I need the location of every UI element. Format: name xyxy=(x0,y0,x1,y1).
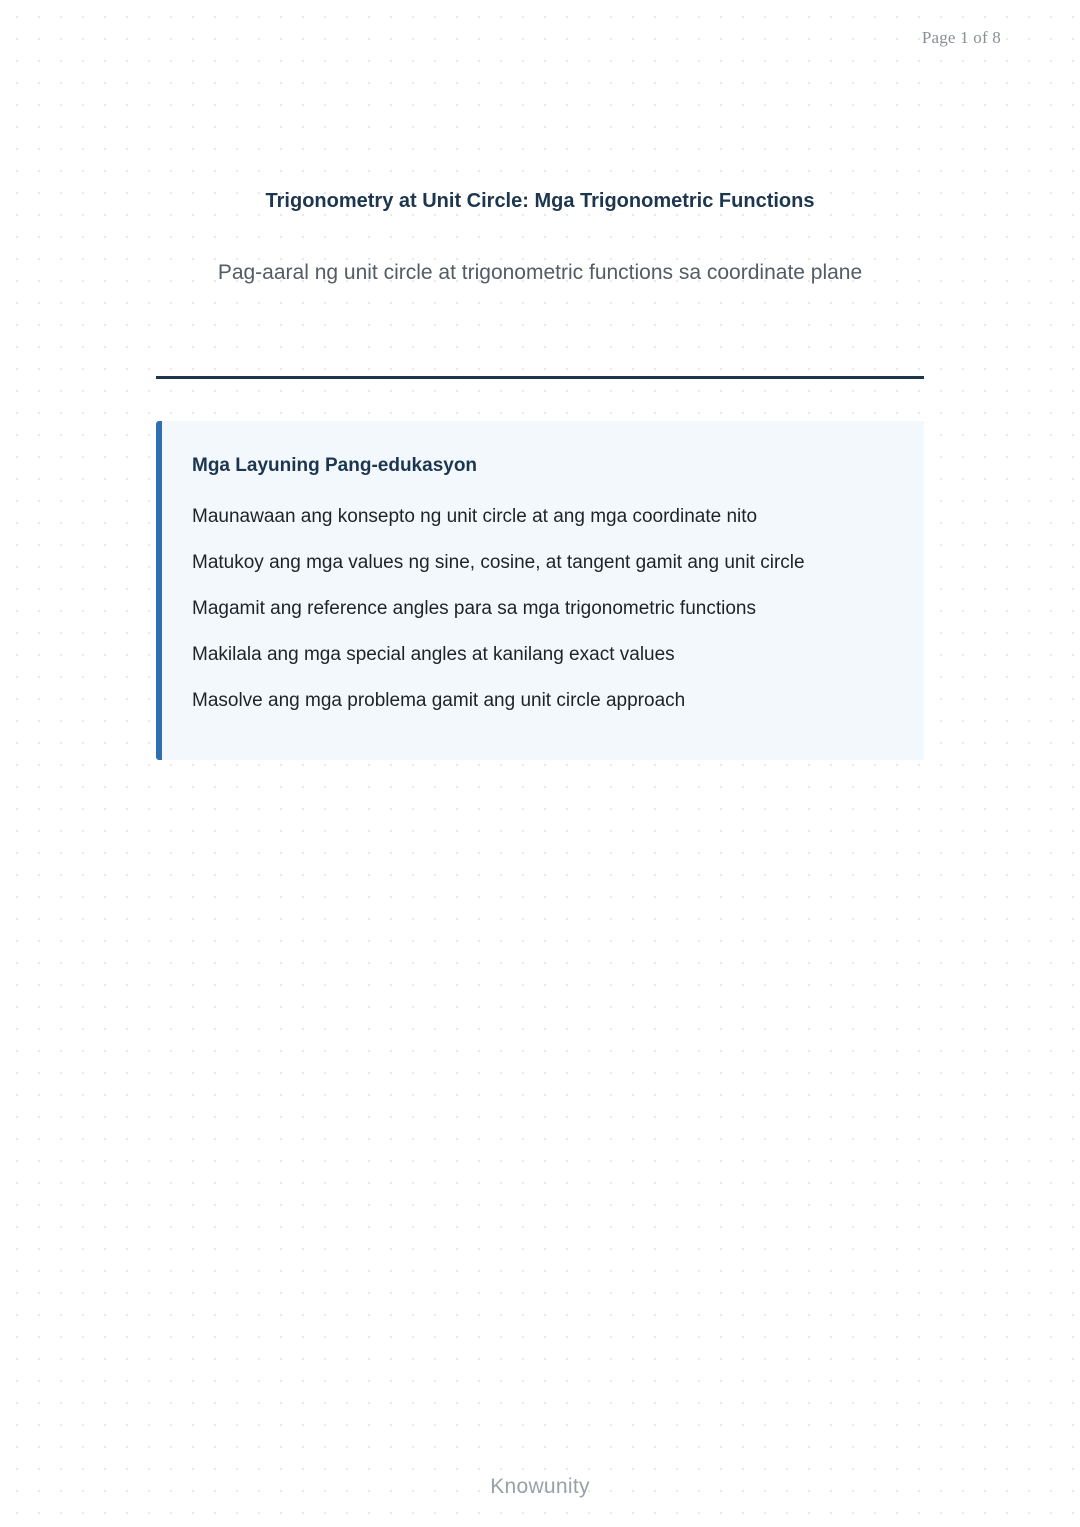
document-subtitle: Pag-aaral ng unit circle at trigonometric functions sa coordinate plane xyxy=(217,261,863,284)
objective-item: Matukoy ang mga values ng sine, cosine, at tangent gamit ang unit circle xyxy=(192,552,805,573)
objective-item: Maunawaan ang konsepto ng unit circle at ang mga coordinate nito xyxy=(192,506,758,527)
objectives-heading: Mga Layuning Pang-edukasyon xyxy=(192,455,478,476)
footer-brand-logo: Knowunity xyxy=(490,1475,590,1498)
title-divider xyxy=(156,376,924,379)
objective-item: Makilala ang mga special angles at kanilang exact values xyxy=(192,644,675,665)
page-indicator: Page 1 of 8 xyxy=(921,28,1001,47)
learning-objectives-box xyxy=(156,421,924,760)
document-title: Trigonometry at Unit Circle: Mga Trigonometric Functions xyxy=(265,190,815,212)
objective-item: Masolve ang mga problema gamit ang unit circle approach xyxy=(192,690,686,711)
objectives-list xyxy=(192,505,805,735)
objective-item: Magamit ang reference angles para sa mga trigonometric functions xyxy=(192,598,756,619)
